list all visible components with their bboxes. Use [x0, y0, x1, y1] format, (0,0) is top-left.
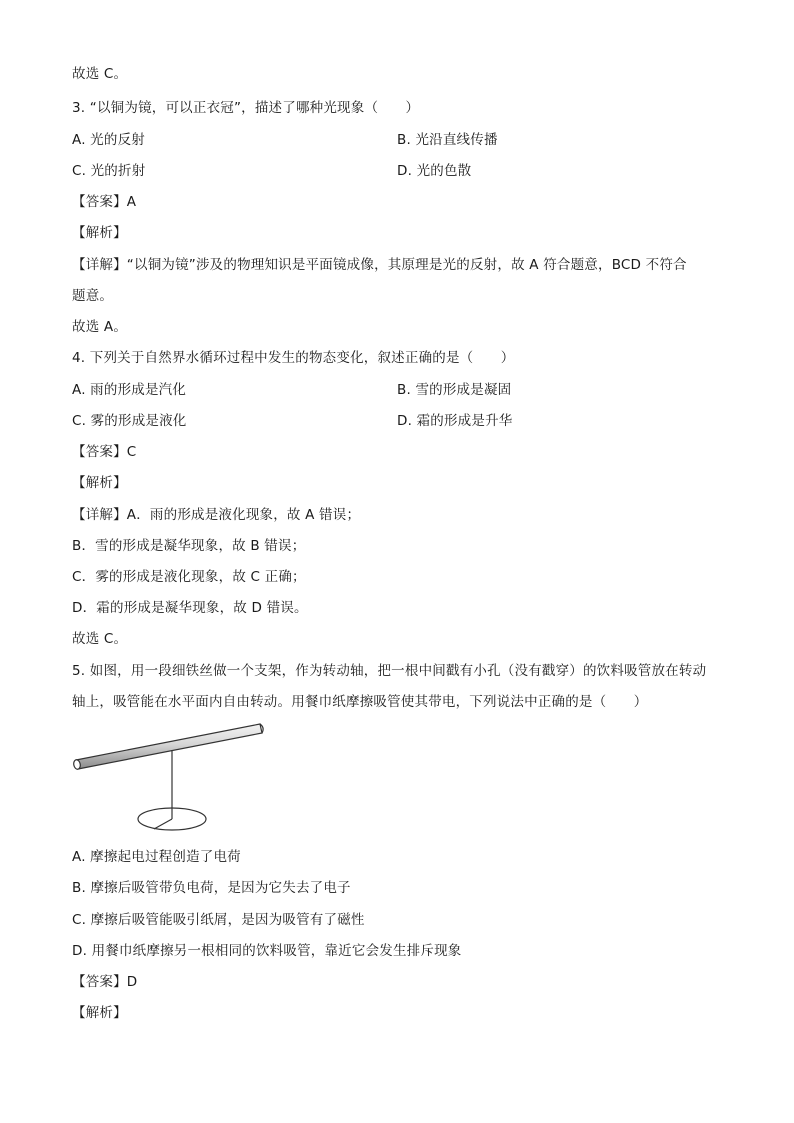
q4-analysis-heading: 【解析】	[72, 475, 127, 491]
question-5-stem-line-2: 轴上，吸管能在水平面内自由转动。用餐巾纸摩擦吸管使其带电，下列说法中正确的是（ ）	[72, 694, 648, 710]
q4-option-d: D. 霜的形成是升华	[397, 413, 513, 429]
q3-option-d: D. 光的色散	[397, 163, 472, 179]
q3-option-a: A. 光的反射	[72, 132, 145, 148]
q4-answer: 【答案】C	[72, 444, 137, 460]
q4-option-a: A. 雨的形成是汽化	[72, 382, 187, 398]
conclusion-q2: 故选 C。	[72, 66, 128, 82]
q3-option-b: B. 光沿直线传播	[397, 132, 498, 148]
q5-analysis-heading: 【解析】	[72, 1005, 127, 1021]
q5-option-d: D. 用餐巾纸摩擦另一根相同的饮料吸管，靠近它会发生排斥现象	[72, 943, 462, 959]
q3-analysis-heading: 【解析】	[72, 225, 127, 241]
conclusion-q3: 故选 A。	[72, 319, 128, 335]
question-4-stem: 4. 下列关于自然界水循环过程中发生的物态变化，叙述正确的是（ ）	[72, 350, 515, 366]
q5-option-b: B. 摩擦后吸管带负电荷，是因为它失去了电子	[72, 880, 351, 896]
straw-on-pivot-figure	[68, 716, 278, 841]
question-3-stem: 3. “以铜为镜，可以正衣冠”，描述了哪种光现象（ ）	[72, 100, 420, 116]
q4-detail-a: 【详解】A．雨的形成是液化现象，故 A 错误；	[72, 507, 361, 523]
q4-detail-c: C．雾的形成是液化现象，故 C 正确；	[72, 569, 306, 585]
q4-detail-b: B．雪的形成是凝华现象，故 B 错误；	[72, 538, 306, 554]
q3-detail-line-2: 题意。	[72, 288, 114, 304]
straw-tube	[73, 724, 263, 770]
q3-detail-line-1: 【详解】“以铜为镜”涉及的物理知识是平面镜成像，其原理是光的反射，故 A 符合题意，BCD 不符合	[72, 257, 687, 273]
q3-option-c: C. 光的折射	[72, 163, 146, 179]
q4-option-b: B. 雪的形成是凝固	[397, 382, 512, 398]
q5-option-a: A. 摩擦起电过程创造了电荷	[72, 849, 241, 865]
q4-detail-d: D．霜的形成是凝华现象，故 D 错误。	[72, 600, 308, 616]
q5-answer: 【答案】D	[72, 974, 138, 990]
q5-option-c: C. 摩擦后吸管能吸引纸屑，是因为吸管有了磁性	[72, 912, 365, 928]
q4-option-c: C. 雾的形成是液化	[72, 413, 187, 429]
q3-answer: 【答案】A	[72, 194, 137, 210]
conclusion-q4: 故选 C。	[72, 631, 128, 647]
question-5-stem-line-1: 5. 如图，用一段细铁丝做一个支架，作为转动轴，把一根中间戳有小孔（没有戳穿）的饮料吸管放在转动	[72, 663, 707, 679]
pivot-base-foot	[154, 819, 172, 829]
